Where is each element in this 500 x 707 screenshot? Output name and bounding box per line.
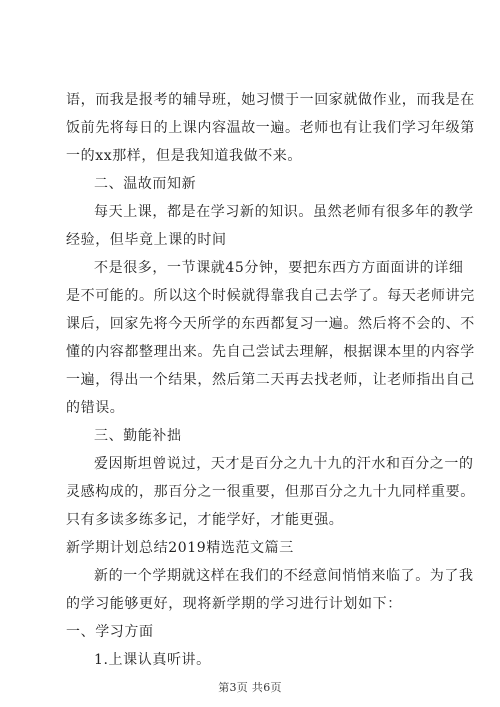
body-line: 课后，回家先将今天所学的东西都复习一遍。然后将不会的、不 <box>66 316 475 332</box>
body-line: 的学习能够更好，现将新学期的学习进行计划如下： <box>66 596 402 612</box>
body-line: 懂的内容都整理出来。先自己尝试去理解，根据课本里的内容学 <box>66 344 475 360</box>
section-heading: 一、学习方面 <box>66 624 154 640</box>
body-line: 的错误。 <box>66 400 125 416</box>
body-line: 是不可能的。所以这个时候就得靠我自己去学了。每天老师讲完 <box>66 288 475 304</box>
page-number-footer: 第3页 共6页 <box>218 681 282 694</box>
list-item: 1.上课认真听讲。 <box>94 652 211 668</box>
body-line: 饭前先将每日的上课内容温故一遍。老师也有让我们学习年级第 <box>66 120 475 136</box>
body-line: 经验，但毕竟上课的时间 <box>66 232 227 248</box>
section-heading: 二、温故而知新 <box>94 176 197 192</box>
body-line: 每天上课，都是在学习新的知识。虽然老师有很多年的教学 <box>94 204 474 220</box>
section-heading: 三、勤能补拙 <box>94 428 182 444</box>
body-line: 新的一个学期就这样在我们的不经意间悄悄来临了。为了我 <box>94 568 474 584</box>
body-line: 一的xx那样，但是我知道我做不来。 <box>66 148 302 164</box>
article-title: 新学期计划总结2019精选范文篇三 <box>66 540 294 556</box>
body-line: 一遍，得出一个结果，然后第二天再去找老师，让老师指出自己 <box>66 372 475 388</box>
body-line: 灵感构成的，那百分之一很重要，但那百分之九十九同样重要。 <box>66 484 475 500</box>
body-line: 语，而我是报考的辅导班，她习惯于一回家就做作业，而我是在 <box>66 92 475 108</box>
body-line: 不是很多，一节课就45分钟，要把东西方方面面讲的详细 <box>94 260 464 276</box>
body-line: 只有多读多练多记，才能学好，才能更强。 <box>66 512 344 528</box>
body-line: 爱因斯坦曾说过，天才是百分之九十九的汗水和百分之一的 <box>94 456 474 472</box>
